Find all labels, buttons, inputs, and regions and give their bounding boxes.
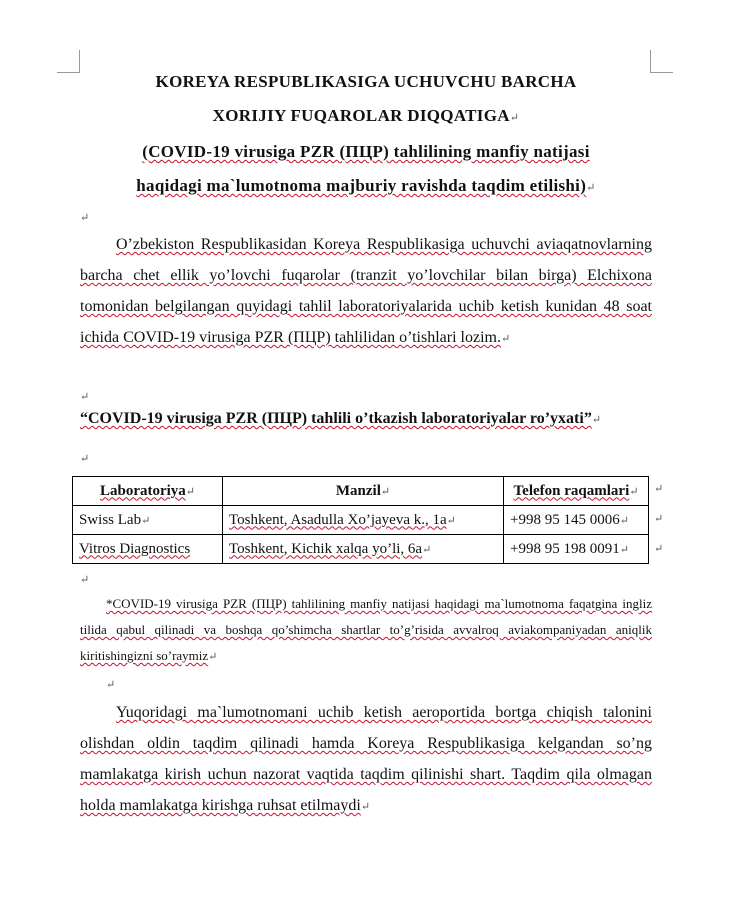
header-laboratory: Laboratoriya↵ [73,477,223,506]
title-line-2: XORIJIY FUQAROLAR DIQQATIGA↵ [212,106,520,125]
cell-lab-name: Vitros Diagnostics [73,535,223,564]
empty-paragraph-mark: ↵ [80,574,90,586]
table-row [73,506,649,535]
laboratories-table [72,476,649,564]
row-end-mark: ↵ [654,513,664,525]
paragraph-mark: ↵ [360,801,371,813]
header-phone: Telefon raqamlari↵ [504,477,649,506]
title-line-3: (COVID-19 virusiga PZR (ПЦР) tahlilining manfiy natijasi [142,142,590,161]
paragraph-mark: ↵ [509,112,520,124]
empty-paragraph-mark: ↵ [80,453,90,465]
row-end-mark: ↵ [654,483,664,495]
table-row [73,535,649,564]
title-line-1: KOREYA RESPUBLIKASIGA UCHUVCHU BARCHA [155,72,577,91]
cell-phone: +998 95 145 0006↵ [504,506,649,535]
lab-list-title: “COVID-19 virusiga PZR (ПЦР) tahlili o’tkazish laboratoriyalar ro’yxati”↵ [80,410,602,427]
title-line-4: haqidagi ma`lumotnoma majburiy ravishda taqdim etilishi)↵ [136,176,596,195]
closing-paragraph: Yuqoridagi ma`lumotnomani uchib ketish aeroportida bortga chiqish talonini olishdan oldin taqdim qilinadi hamda Koreya Respublikasiga kelgandan so’ng mamlakatga kirish uchun nazorat vaqtida taqdim qilinishi shart. Taqdim qila olmagan holda mamlakatga kirishga ruhsat etilmaydi↵ [80,704,652,814]
empty-paragraph-mark: ↵ [80,212,90,224]
cell-address: Toshkent, Kichik xalqa yo’li, 6a↵ [223,535,504,564]
table-header-row [73,477,649,506]
header-address: Manzil↵ [223,477,504,506]
cell-phone: +998 95 198 0091↵ [504,535,649,564]
paragraph-mark: ↵ [586,182,596,194]
row-end-mark: ↵ [654,543,664,555]
paragraph-mark: ↵ [591,414,602,426]
cell-address: Toshkent, Asadulla Xo’jayeva k., 1a↵ [223,506,504,535]
intro-paragraph: O’zbekiston Respublikasidan Koreya Respublikasiga uchuvchi aviaqatnovlarning barcha chet ellik yo’lovchi fuqarolar (tranzit yo’lovchilar bilan birga) Elchixona tomonidan belgilangan quyidagi tahlil laboratoriyalarida uchib ketish kunidan 48 soat ichida COVID-19 virusiga PZR (ПЦР) tahlilidan o’tishlari lozim.↵ [80,236,652,346]
empty-paragraph-mark: ↵ [106,679,116,691]
empty-paragraph-mark: ↵ [80,391,90,403]
margin-corner-top-left [57,50,80,73]
cell-lab-name: Swiss Lab↵ [73,506,223,535]
note-paragraph: *COVID-19 virusiga PZR (ПЦР) tahlilining manfiy natijasi haqidagi ma`lumotnoma faqatgina ingliz tilida qabul qilinadi va boshqa qo’shimcha shartlar to’g’risida avvalroq aviakompaniyadan aniqlik kiritishingizni so’raymiz↵ [80,596,652,663]
paragraph-mark: ↵ [500,333,511,345]
paragraph-mark: ↵ [208,651,218,663]
margin-corner-top-right [650,50,673,73]
